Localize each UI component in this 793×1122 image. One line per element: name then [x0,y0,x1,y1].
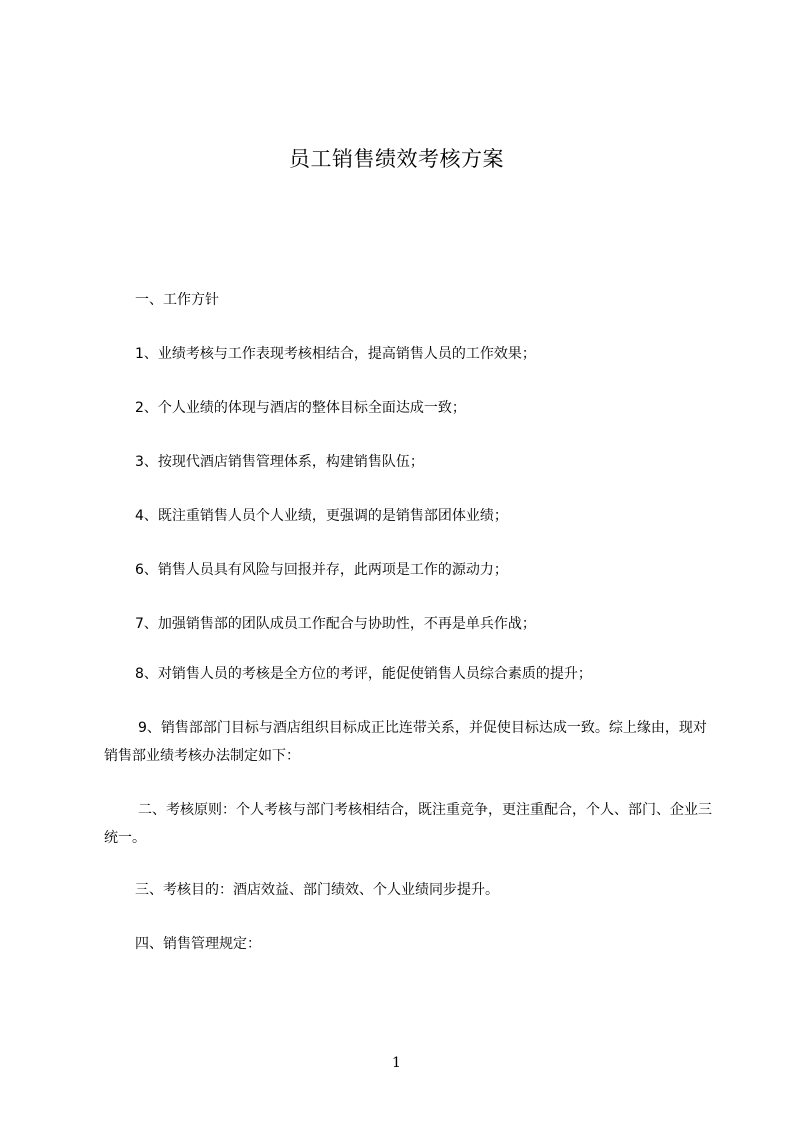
section-heading-sales-rules: 四、销售管理规定： [135,936,261,952]
policy-item-8: 8、对销售人员的考核是全方位的考评，能促使销售人员综合素质的提升； [135,666,592,682]
section-heading-purpose: 三、考核目的：酒店效益、部门绩效、个人业绩同步提升。 [135,882,499,898]
policy-item-1: 1、业绩考核与工作表现考核相结合，提高销售人员的工作效果； [135,346,536,362]
document-title: 员工销售绩效考核方案 [289,147,504,171]
policy-item-9: 9、销售部部门目标与酒店组织目标成正比连带关系，并促使目标达成一致。综上缘由，现对销售部业绩考核办法制定如下： [104,720,707,764]
page-number: 1 [392,1055,401,1071]
policy-item-6: 6、销售人员具有风险与回报并存，此两项是工作的源动力； [135,562,508,578]
section-heading-work-policy: 一、工作方针 [135,292,219,308]
policy-item-7: 7、加强销售部的团队成员工作配合与协助性，不再是单兵作战； [135,616,536,632]
section-heading-principles: 二、考核原则：个人考核与部门考核相结合，既注重竞争，更注重配合，个人、部门、企业三统一。 [104,802,712,846]
policy-item-4: 4、既注重销售人员个人业绩，更强调的是销售部团体业绩； [135,508,508,524]
policy-item-2: 2、个人业绩的体现与酒店的整体目标全面达成一致； [135,400,466,416]
policy-item-3: 3、按现代酒店销售管理体系，构建销售队伍； [135,454,424,470]
